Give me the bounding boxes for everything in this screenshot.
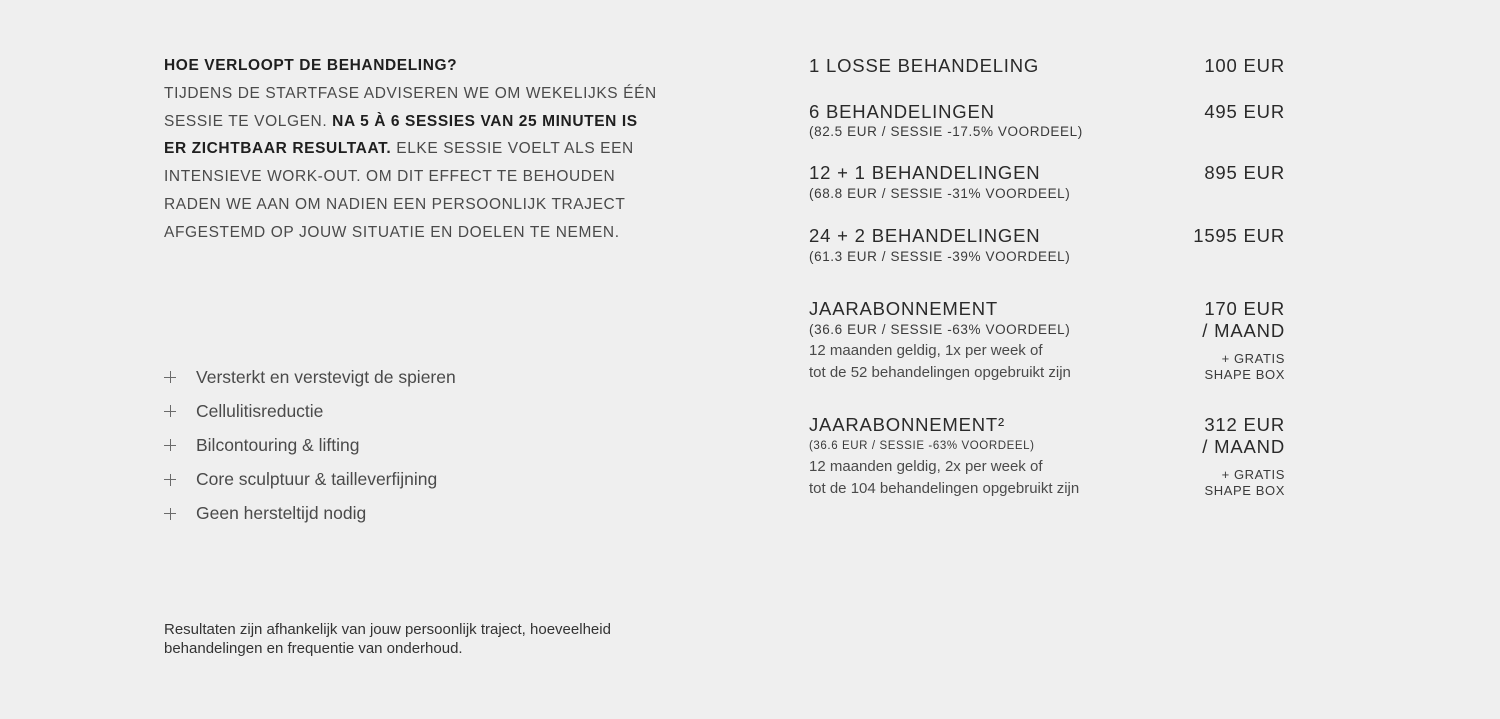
pricing-price (1202, 298, 1285, 342)
pricing-price-period: / MAAND (1202, 320, 1285, 341)
pricing-price (1202, 414, 1285, 458)
pricing-title: JAARABONNEMENT (809, 298, 999, 319)
pricing-description-line: tot de 52 behandelingen opgebruikt zijn (809, 364, 1071, 381)
pricing-description-line: 12 maanden geldig, 1x per week of (809, 342, 1043, 359)
intro-text (164, 52, 664, 247)
pricing-bonus-line: + GRATIS (1221, 467, 1285, 482)
footnote-line: behandelingen en frequentie van onderhoud. (164, 640, 463, 657)
plus-icon (164, 508, 176, 520)
pricing-price: 100 EUR (1204, 55, 1285, 76)
benefit-item (164, 463, 664, 497)
benefit-item (164, 394, 664, 428)
pricing-description-line: tot de 104 behandelingen opgebruikt zijn (809, 480, 1080, 497)
benefit-item (164, 497, 664, 531)
plus-icon (164, 371, 176, 383)
pricing-price: 895 EUR (1204, 162, 1285, 183)
benefit-label: Versterkt en verstevigt de spieren (196, 366, 456, 387)
pricing-title: 6 BEHANDELINGEN (809, 101, 995, 122)
pricing-bonus-line: + GRATIS (1221, 351, 1285, 366)
pricing-price: 495 EUR (1204, 101, 1285, 122)
pricing-bonus-line: SHAPE BOX (1204, 482, 1285, 498)
footnote-line: Resultaten zijn afhankelijk van jouw persoonlijk traject, hoeveelheid (164, 621, 611, 638)
pricing-subtext: (82.5 EUR / SESSIE -17.5% VOORDEEL) (809, 124, 1083, 139)
pricing-subtext: (61.3 EUR / SESSIE -39% VOORDEEL) (809, 249, 1071, 264)
results-footnote (164, 620, 684, 658)
pricing-list (809, 0, 1285, 719)
pricing-description (809, 340, 1071, 384)
pricing-price-amount: 170 EUR (1204, 298, 1285, 319)
pricing-title: 24 + 2 BEHANDELINGEN (809, 225, 1041, 246)
pricing-bonus (1204, 467, 1285, 498)
intro-text-part-1: TIJDENS DE STARTFASE ADVISEREN WE OM WEKELIJKS ÉÉN SESSIE TE VOLGEN. (164, 84, 657, 130)
pricing-subtext: (36.6 EUR / SESSIE -63% VOORDEEL) (809, 440, 1035, 452)
pricing-bonus (1204, 351, 1285, 382)
intro-text-part-2: ELKE SESSIE VOELT ALS EEN INTENSIEVE WORK-OUT. OM DIT EFFECT TE BEHOUDEN RADEN WE AAN OM NADIEN EEN PERSOONLIJK TRAJECT AFGESTEMD OP JOUW SITUATIE EN DOELEN TE NEMEN. (164, 140, 634, 241)
pricing-title: JAARABONNEMENT² (809, 414, 1005, 435)
pricing-title: 12 + 1 BEHANDELINGEN (809, 162, 1041, 183)
plus-icon (164, 405, 176, 417)
pricing-price-period: / MAAND (1202, 436, 1285, 457)
pricing-subtext: (36.6 EUR / SESSIE -63% VOORDEEL) (809, 322, 1071, 337)
pricing-price-amount: 312 EUR (1204, 414, 1285, 435)
pricing-price: 1595 EUR (1193, 225, 1285, 246)
benefit-item (164, 428, 664, 462)
benefit-label: Core sculptuur & tailleverfijning (196, 469, 438, 490)
plus-icon (164, 474, 176, 486)
benefit-label: Cellulitisreductie (196, 400, 324, 421)
treatment-question: HOE VERLOOPT DE BEHANDELING? (164, 57, 458, 74)
benefit-label: Bilcontouring & lifting (196, 434, 360, 455)
benefit-item (164, 360, 664, 394)
benefits-list (164, 360, 664, 531)
benefit-label: Geen hersteltijd nodig (196, 503, 367, 524)
pricing-description-line: 12 maanden geldig, 2x per week of (809, 458, 1043, 475)
pricing-description (809, 456, 1079, 500)
pricing-bonus-line: SHAPE BOX (1204, 366, 1285, 382)
plus-icon (164, 439, 176, 451)
pricing-subtext: (68.8 EUR / SESSIE -31% VOORDEEL) (809, 186, 1071, 201)
intro-text-highlight: NA 5 À 6 SESSIES VAN 25 MINUTEN IS ER ZICHTBAAR RESULTAAT. (164, 112, 638, 158)
pricing-title: 1 LOSSE BEHANDELING (809, 55, 1040, 76)
